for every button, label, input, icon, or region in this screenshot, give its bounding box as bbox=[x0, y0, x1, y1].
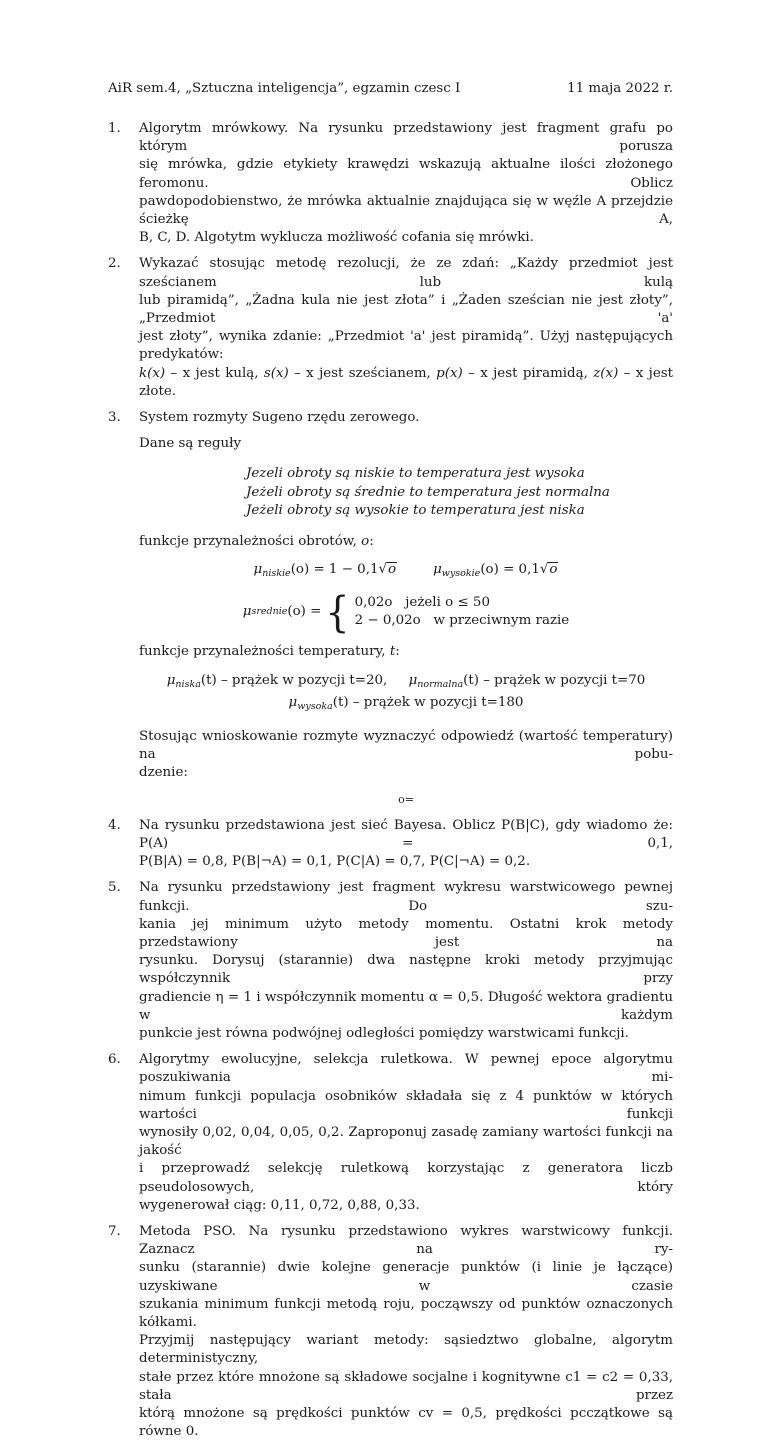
formula-mu-niskie: $\mu_{niskie}(o) = 1 - 0,1√o$ bbox=[253, 562, 397, 580]
predicate-s-desc: – x jest sześcianem, bbox=[288, 365, 437, 381]
question-6 bbox=[108, 1051, 673, 1215]
case-1: 0,02o jeżeli o ≤ 50 bbox=[354, 595, 490, 611]
variable-o: o bbox=[361, 533, 370, 549]
predicate-s: s(x) bbox=[263, 365, 289, 381]
question-text-line: B, C, D. Algotytm wyklucza możliwość cofania się mrówki. bbox=[139, 230, 534, 246]
question-text-line: wygenerował ciąg: 0,11, 0,72, 0,88, 0,33. bbox=[139, 1197, 420, 1213]
question-text-line: Przyjmij następujący wariant metody: sąsiedztwo globalne, algorytm deterministyczny, bbox=[139, 1333, 673, 1367]
piecewise-cases bbox=[355, 594, 570, 630]
left-brace: { bbox=[325, 588, 350, 637]
question-text-line: szukania minimum funkcji metodą roju, począwszy od punktów oznaczonych kółkami. bbox=[139, 1296, 673, 1331]
question-text-line: i przeprowadź selekcję ruletkową korzystając z generatora liczb pseudolosowych, który bbox=[139, 1161, 673, 1195]
variable-t: t bbox=[389, 644, 396, 660]
question-number: 6. bbox=[108, 1052, 121, 1068]
question-text-line: Na rysunku przedstawiona jest sieć Bayesa. Oblicz P(B|C), gdy wiadomo że: P(A) = 0,1, bbox=[139, 817, 673, 851]
question-2 bbox=[108, 255, 673, 401]
question-list bbox=[108, 120, 673, 1449]
predicate-p: p(x) bbox=[436, 365, 463, 381]
question-text-line: dzenie: bbox=[139, 765, 188, 781]
question-title: System rozmyty Sugeno rzędu zerowego. bbox=[139, 410, 420, 426]
question-number: 7. bbox=[108, 1224, 121, 1240]
question-text-line: którą mnożone są prędkości punktów cv = 0,5, prędkości pcczątkowe są równe 0. bbox=[139, 1406, 673, 1440]
formula-mu-wysoka: $\mu_{wysoka}(t)$ – prążek w pozycji t=180 bbox=[288, 694, 524, 712]
question-text-line: kania jej minimum użyto metody momentu. Ostatni krok metody przedstawiony jest na bbox=[139, 916, 673, 950]
answer-placeholder: o= bbox=[398, 792, 414, 806]
predicate-k: k(x) bbox=[139, 365, 166, 381]
question-text-line: się mrówka, gdzie etykiety krawędzi wskazują aktualne ilości złożonego feromonu. Oblicz bbox=[139, 157, 673, 191]
question-1 bbox=[108, 120, 673, 247]
fuzzy-rules bbox=[246, 465, 673, 521]
question-text-line: gradiencie η = 1 i współczynnik momentu α = 0,5. Długość wektora gradientu w każdym bbox=[139, 989, 673, 1023]
question-number: 3. bbox=[108, 410, 121, 426]
question-text-line: jest złoty”, wynika zdanie: „Przedmiot 'a' jest piramidą”. Użyj następujących predykatów: bbox=[139, 329, 673, 363]
question-number: 1. bbox=[108, 121, 121, 136]
case-2: 2 − 0,02o w przeciwnym razie bbox=[354, 613, 570, 629]
question-text-line: P(B|A) = 0,8, P(B|¬A) = 0,1, P(C|A) = 0,7, P(C|¬A) = 0,2. bbox=[139, 854, 531, 870]
fuzzy-rule: Jeżeli obroty są średnie to temperatura jest normalna bbox=[246, 484, 610, 500]
question-text-line: stałe przez które mnożone są składowe socjalne i kognitywne c1 = c2 = 0,33, stała przez bbox=[139, 1369, 673, 1403]
header-course-title: AiR sem.4, „Sztuczna inteligencja”, egzamin czesc I bbox=[108, 81, 461, 96]
predicate-z: z(x) bbox=[593, 365, 619, 381]
question-text-line: Algorytmy ewolucyjne, selekcja ruletkowa. W pewnej epoce algorytmu poszukiwania mi- bbox=[139, 1052, 673, 1086]
predicate-definitions bbox=[139, 365, 673, 401]
predicate-k-desc: – x jest kulą, bbox=[165, 365, 264, 381]
fuzzy-rule: Jezeli obroty są niskie to temperatura jest wysoka bbox=[246, 466, 585, 482]
predicate-z-desc: – x jest złote. bbox=[139, 365, 673, 399]
question-number: 2. bbox=[108, 256, 121, 272]
question-7 bbox=[108, 1223, 673, 1441]
question-text-line: Metoda PSO. Na rysunku przedstawiono wykres warstwicowy funkcji. Zaznacz na ry- bbox=[139, 1224, 673, 1258]
question-3 bbox=[108, 409, 673, 809]
question-number: 5. bbox=[108, 880, 121, 896]
question-4 bbox=[108, 817, 673, 872]
page-header bbox=[108, 81, 673, 96]
fuzzy-rule: Jeżeli obroty są wysokie to temperatura jest niska bbox=[246, 503, 585, 519]
formula-mu-srednie: μ srednie (o) = { 0,02o jeżeli o ≤ 50 2 − 0,02o w przeciwnym razie bbox=[242, 588, 570, 637]
formula-temperature bbox=[139, 672, 673, 716]
rules-intro: Dane są reguły bbox=[139, 436, 242, 452]
question-text-line: lub piramidą”, „Żadna kula nie jest złota” i „Żaden sześcian nie jest złoty”, „Przedmiot 'a' bbox=[139, 292, 673, 327]
question-text-line: wynosiły 0,02, 0,04, 0,05, 0,2. Zaproponuj zasadę zamiany wartości funkcji na jakość bbox=[139, 1125, 673, 1159]
question-text-line: Na rysunku przedstawiony jest fragment wykresu warstwicowego pewnej funkcji. Do szu- bbox=[139, 880, 673, 914]
formula-mu-normalna: $\mu_{normalna}(t)$ – prążek w pozycji t=70 bbox=[408, 672, 646, 690]
question-text-line: pawdopodobienstwo, że mrówka aktualnie znajdująca się w węźle A przejdzie ścieżkę A, bbox=[139, 193, 673, 228]
membership-obroty-label: funkcje przynależności obrotów, o: bbox=[139, 533, 374, 549]
question-5 bbox=[108, 879, 673, 1043]
header-date: 11 maja 2022 r. bbox=[567, 81, 673, 96]
question-text-line: punkcie jest równa podwójnej odległości pomiędzy warstwicami funkcji. bbox=[139, 1026, 629, 1042]
formula-mu-wysokie: $\mu_{wysokie}(o) = 0,1√o$ bbox=[433, 562, 558, 580]
question-text-line: Wykazać stosując metodę rezolucji, że ze zdań: „Każdy przedmiot jest sześcianem lub kulą bbox=[139, 256, 673, 290]
question-text-line: rysunku. Dorysuj (starannie) dwa następne kroki metody przyjmując współczynnik przy bbox=[139, 953, 673, 987]
question-text-line: sunku (starannie) dwie kolejne generacje punktów (i linie je łączące) uzyskiwane w czasie bbox=[139, 1260, 673, 1294]
question-text-line: Stosując wnioskowanie rozmyte wyznaczyć odpowiedź (wartość temperatury) na pobu- bbox=[139, 728, 673, 763]
question-text-line: Algorytm mrówkowy. Na rysunku przedstawiony jest fragment grafu po którym porusza bbox=[139, 121, 673, 155]
membership-temp-label: funkcje przynależności temperatury, t: bbox=[139, 644, 400, 660]
formula-mu-niska: $\mu_{niska}(t)$ – prążek w pozycji t=20, bbox=[166, 672, 388, 690]
predicate-p-desc: – x jest piramidą, bbox=[462, 365, 594, 381]
question-number: 4. bbox=[108, 817, 121, 833]
formula-niskie-wysokie bbox=[139, 561, 673, 583]
question-text-line: nimum funkcji populacja osobników składała się z 4 punktów w których wartości funkcji bbox=[139, 1088, 673, 1122]
